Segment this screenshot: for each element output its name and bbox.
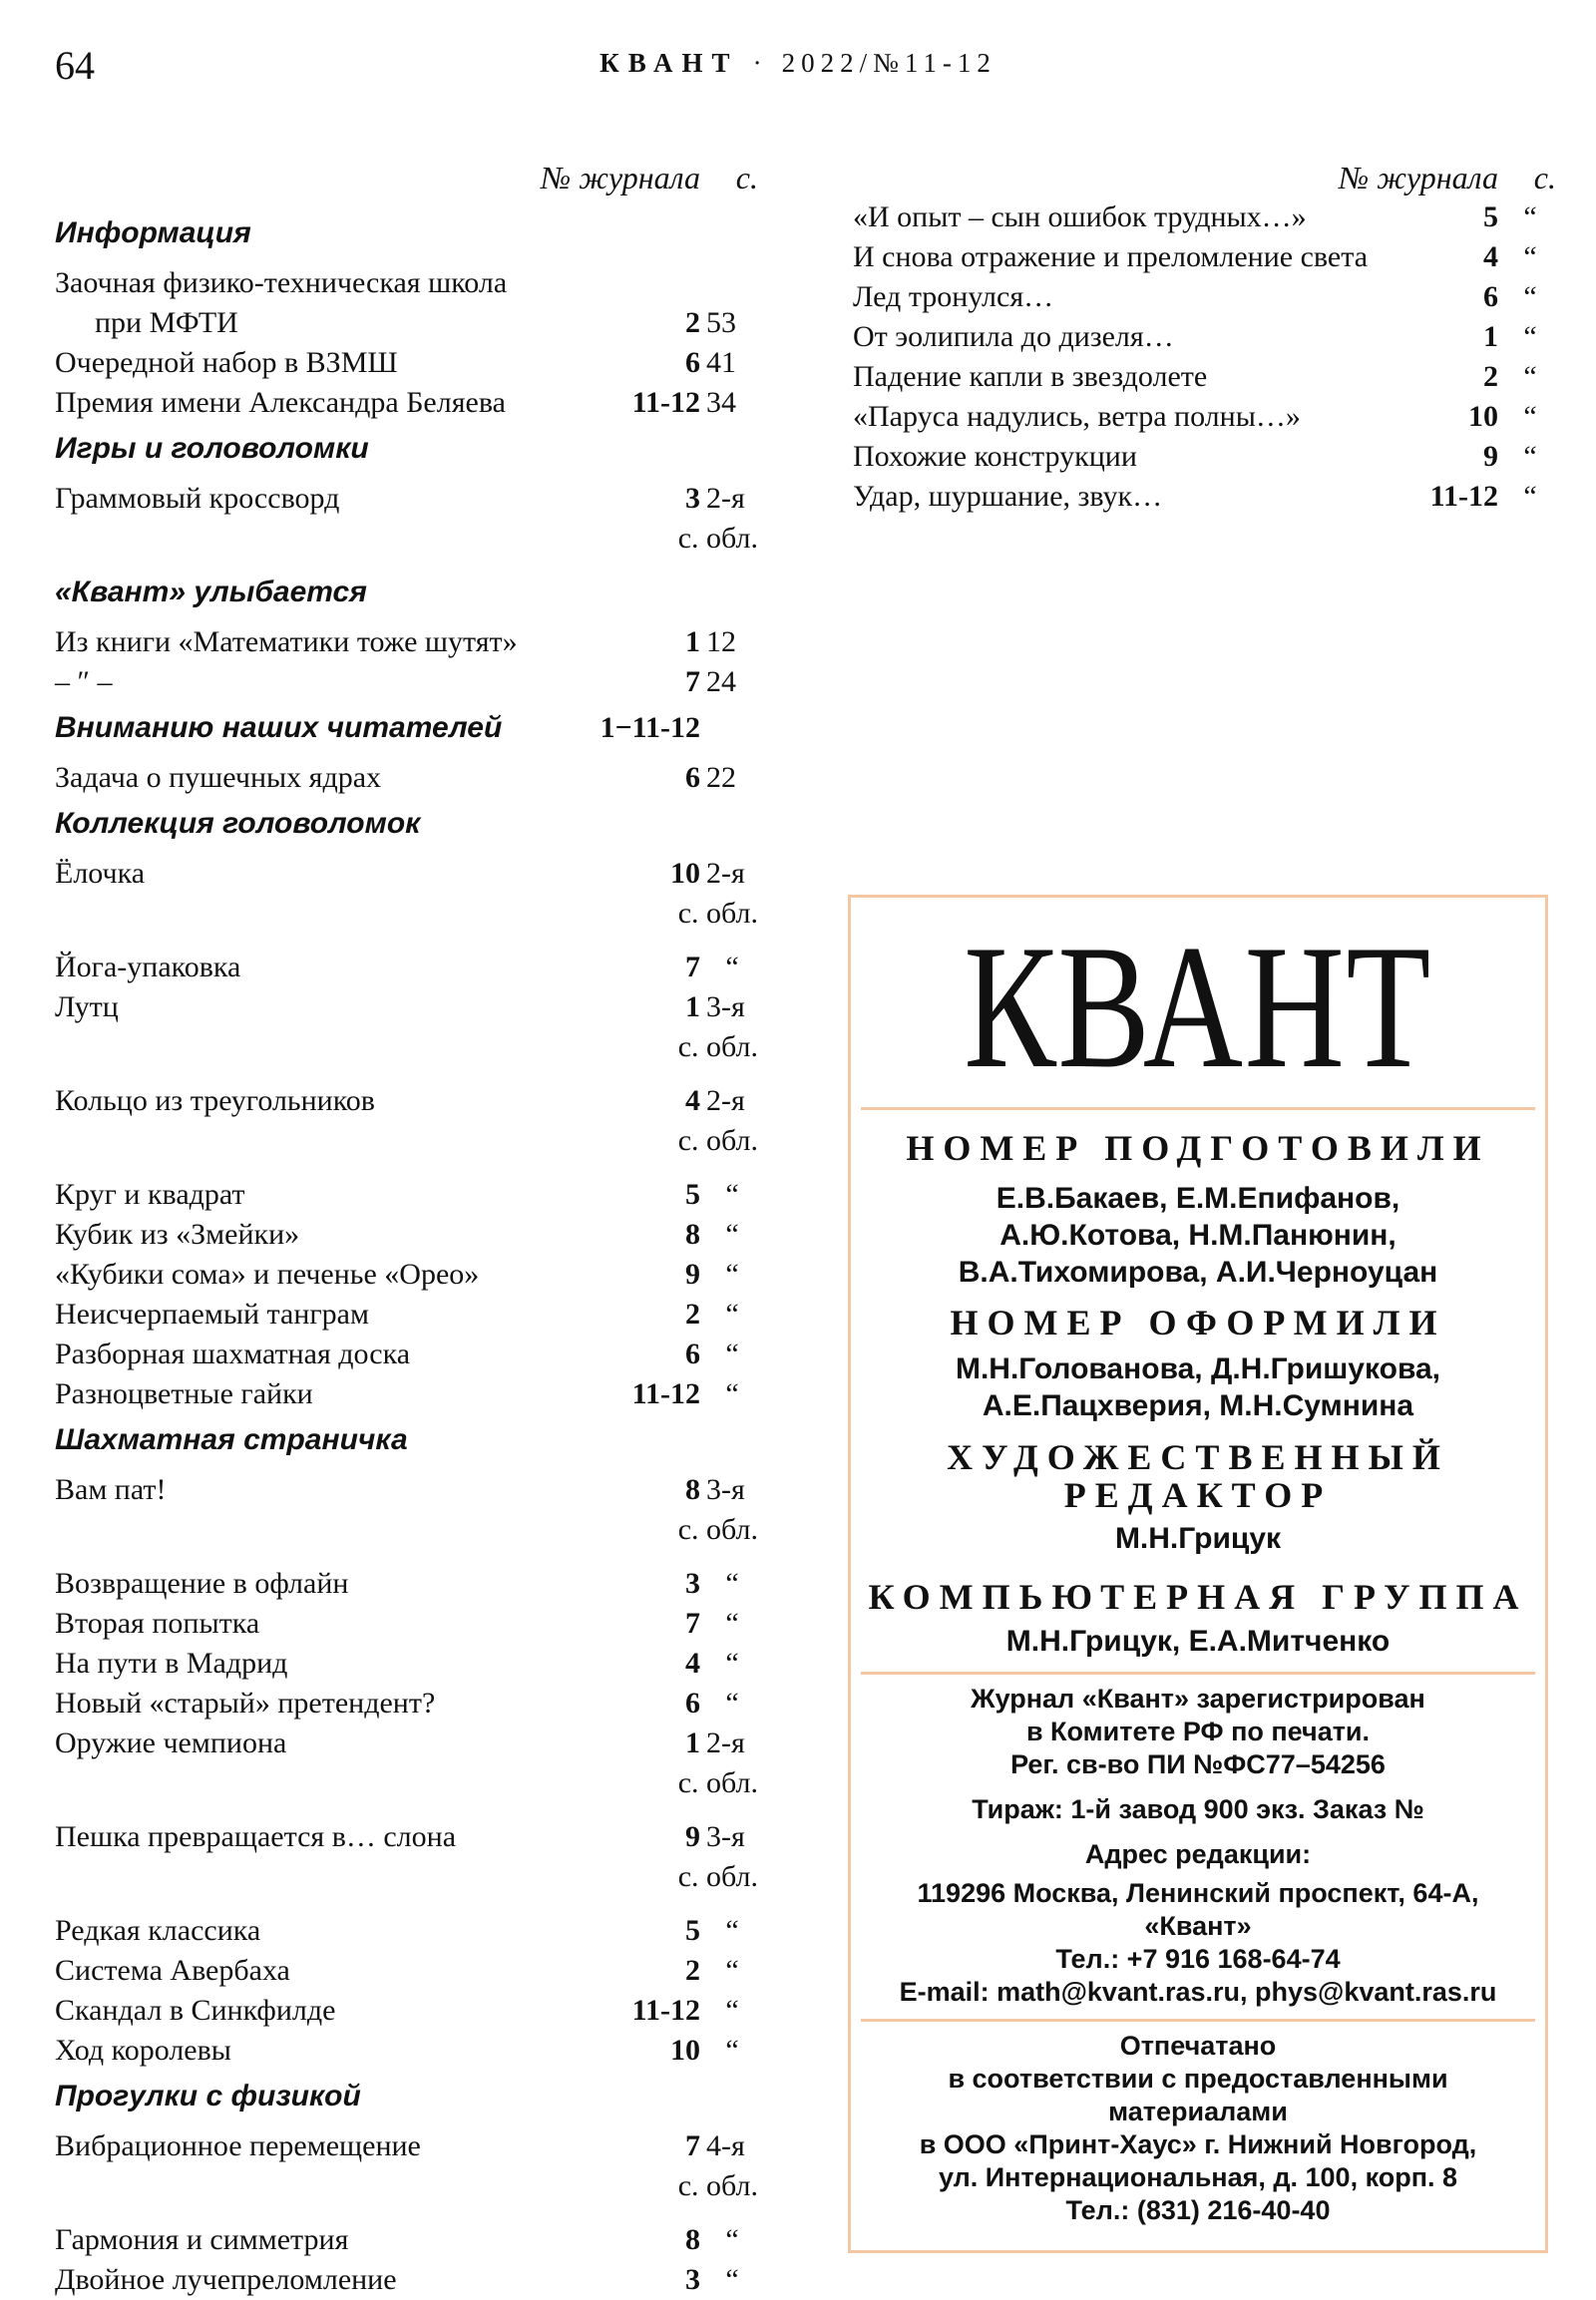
page-number: “ <box>725 1298 739 1331</box>
issue-number: 9 <box>1483 440 1498 473</box>
page-number: 3-я <box>706 1820 745 1853</box>
entry-title: Граммовый кроссворд <box>55 482 340 515</box>
entry-title: На пути в Мадрид <box>55 1647 288 1680</box>
page-number: 2-я <box>706 1084 745 1117</box>
issue-number: 7 <box>685 1607 700 1640</box>
art-editor-name: М.Н.Грицук <box>1114 1522 1282 1555</box>
address-heading: Адрес редакции: <box>1084 1839 1312 1869</box>
page-column-label: с. <box>735 160 758 195</box>
page-number: 24 <box>706 665 736 698</box>
page-number: “ <box>1523 280 1537 313</box>
section-heading <box>55 573 758 612</box>
issue-number: 11-12 <box>631 386 700 419</box>
issue-number: 1 <box>685 1726 700 1759</box>
index-entry <box>55 2220 758 2260</box>
issue-number: 4 <box>1483 240 1498 273</box>
page-number: “ <box>725 1994 739 2027</box>
issue-number: 1 <box>685 625 700 658</box>
issue-number: 2 <box>685 1954 700 1987</box>
issue-number: 3 <box>685 482 700 515</box>
index-entry <box>853 197 1556 237</box>
index-entry <box>55 1951 758 1991</box>
page-number: “ <box>1523 320 1537 353</box>
entry-title: Скандал в Синкфилде <box>55 1994 336 2027</box>
section-title: Игры и головоломки <box>55 432 369 465</box>
entry-title: Система Авербаха <box>55 1954 290 1987</box>
issue-number: 2 <box>1483 360 1498 393</box>
index-entry <box>55 662 758 702</box>
printed-line: Отпечатано <box>1119 2031 1277 2061</box>
section-heading <box>55 1420 758 1460</box>
kvant-logo: КВАНТ <box>964 908 1432 1105</box>
issue-number: 6 <box>685 1687 700 1720</box>
index-entry <box>55 383 758 423</box>
divider <box>861 2019 1535 2022</box>
entry-title: Падение капли в звездолете <box>853 360 1208 393</box>
page-number: 4-я <box>706 2129 745 2162</box>
issue-number: 6 <box>685 346 700 379</box>
index-entry <box>55 1335 758 1374</box>
header-separator: · <box>752 48 768 78</box>
entry-title: Пешка превращается в… слона <box>55 1820 457 1853</box>
issue-number: 1 <box>1483 320 1498 353</box>
page-number: 2-я <box>706 857 745 890</box>
entry-title: И снова отражение и преломление света <box>853 240 1369 273</box>
computer-group-names: М.Н.Грицук, Е.А.Митченко <box>1005 1625 1391 1658</box>
registration-line: в Комитете РФ по печати. <box>1025 1717 1371 1746</box>
entry-title: Кубик из «Змейки» <box>55 1218 300 1251</box>
section-title: Прогулки с физикой <box>55 2080 361 2112</box>
entry-title: Ёлочка <box>55 857 146 890</box>
index-entry <box>55 1911 758 1951</box>
entry-title: Двойное лучепреломление <box>55 2263 397 2296</box>
index-entry <box>55 622 758 662</box>
page-number: 3-я <box>706 990 745 1023</box>
email-line: E-mail: math@kvant.ras.ru, phys@kvant.ras.ru <box>899 1977 1497 2007</box>
entry-title: Возвращение в офлайн <box>55 1567 349 1600</box>
issue-number: 10 <box>1468 400 1498 433</box>
cover-page-note: с. обл. <box>677 522 758 555</box>
journal-name: КВАНТ <box>599 48 739 78</box>
issue-number: 11-12 <box>1429 480 1498 513</box>
page-number: “ <box>725 1914 739 1947</box>
page-column-label: с. <box>1533 160 1556 195</box>
entry-title: От эолипила до дизеля… <box>853 320 1174 353</box>
index-entry <box>55 1081 758 1161</box>
issue-number: 11-12 <box>631 1377 700 1410</box>
index-entry <box>55 1644 758 1684</box>
entry-title: Лутц <box>55 990 119 1023</box>
page-number: 12 <box>706 625 736 658</box>
entry-title: Разборная шахматная доска <box>55 1338 411 1370</box>
entry-title: «Кубики сома» и печенье «Орео» <box>55 1258 480 1291</box>
printed-line: материалами <box>1108 2097 1288 2126</box>
issue-number: 10 <box>670 857 700 890</box>
page-number: “ <box>1523 480 1537 513</box>
section-title: Информация <box>55 216 251 249</box>
entry-title: Редкая классика <box>55 1914 261 1947</box>
issue-number: 8 <box>685 1218 700 1251</box>
index-entry <box>55 2260 758 2300</box>
section-heading <box>55 804 758 844</box>
page-number: “ <box>1523 360 1537 393</box>
circulation-line: Тираж: 1-й завод 900 экз. Заказ № <box>972 1794 1424 1824</box>
section-heading <box>55 213 758 253</box>
entry-title: Гармония и симметрия <box>55 2223 349 2256</box>
index-entry <box>55 1684 758 1724</box>
cover-page-note: с. обл. <box>677 1030 758 1063</box>
index-entry <box>55 263 758 343</box>
index-entry <box>55 1724 758 1803</box>
printed-line: в соответствии с предоставленными <box>948 2064 1448 2094</box>
page-number: “ <box>725 1687 739 1720</box>
index-entry <box>853 317 1556 357</box>
index-entry <box>55 1564 758 1604</box>
section-title: «Квант» улыбается <box>55 575 367 608</box>
right-entry-list <box>853 197 1556 517</box>
section-heading <box>55 429 758 469</box>
index-entry <box>55 479 758 559</box>
page-number: 41 <box>706 346 736 379</box>
phone-line: Тел.: +7 916 168-64-74 <box>1055 1944 1341 1974</box>
page-number: 3-я <box>706 1473 745 1506</box>
art-editor-heading: ХУДОЖЕСТВЕННЫЙ <box>947 1437 1449 1477</box>
page-number: “ <box>725 2263 739 2296</box>
divider <box>861 1672 1535 1675</box>
entry-title: Удар, шуршание, звук… <box>853 480 1163 513</box>
page-number: “ <box>725 2034 739 2067</box>
index-entry <box>853 357 1556 397</box>
page-number: 2-я <box>706 1726 745 1759</box>
section-heading <box>55 708 758 748</box>
entry-title: Йога-упаковка <box>55 951 241 983</box>
issue-number: 5 <box>685 1178 700 1211</box>
issue-number: 10 <box>670 2034 700 2067</box>
entry-title: Ход королевы <box>55 2034 231 2067</box>
index-entry <box>55 854 758 934</box>
index-entry <box>55 987 758 1067</box>
entry-title: Новый «старый» претендент? <box>55 1687 436 1720</box>
entry-title: Вторая попытка <box>55 1607 260 1640</box>
cover-page-note: с. обл. <box>677 2169 758 2202</box>
entry-title: Неисчерпаемый танграм <box>55 1298 369 1331</box>
entry-title: – ″ – <box>55 665 113 698</box>
issue-number: 4 <box>685 1084 700 1117</box>
masthead-box <box>848 895 1548 2253</box>
prepared-names-line: Е.В.Бакаев, Е.М.Епифанов, <box>996 1182 1400 1215</box>
entry-title: Круг и квадрат <box>55 1178 245 1211</box>
issue-number: 3 <box>685 1567 700 1600</box>
entry-title: Очередной набор в ВЗМШ <box>55 346 398 379</box>
index-entry <box>55 1215 758 1255</box>
index-entry <box>853 397 1556 437</box>
issue-number: 2 <box>685 1298 700 1331</box>
issue-number: 2 <box>685 306 700 339</box>
issue-number: 6 <box>685 761 700 794</box>
index-entry <box>55 1817 758 1897</box>
issue-number: 1 <box>685 990 700 1023</box>
printed-line: Тел.: (831) 216-40-40 <box>1065 2195 1331 2225</box>
entry-title: Из книги «Математики тоже шутят» <box>55 625 518 658</box>
entry-title: Премия имени Александра Беляева <box>55 386 506 419</box>
designed-names-line: М.Н.Голованова, Д.Н.Гришукова, <box>955 1352 1441 1385</box>
section-title: Коллекция головоломок <box>55 807 421 840</box>
issue-number: 9 <box>685 1258 700 1291</box>
page-number: 64 <box>55 43 95 88</box>
page-number: “ <box>725 951 739 983</box>
page-number: “ <box>725 1954 739 1987</box>
index-right-column <box>853 160 1556 517</box>
registration-line: Журнал «Квант» зарегистрирован <box>971 1684 1425 1714</box>
entry-title: Вибрационное перемещение <box>55 2129 421 2162</box>
issue-number: 9 <box>685 1820 700 1853</box>
cover-page-note: с. обл. <box>677 897 758 930</box>
entry-title: «И опыт – сын ошибок трудных…» <box>853 200 1307 233</box>
divider <box>861 1107 1535 1110</box>
page-number: “ <box>1523 400 1537 433</box>
entry-title: «Паруса надулись, ветра полны…» <box>853 400 1301 433</box>
index-entry <box>55 1255 758 1295</box>
page-number: 53 <box>706 306 736 339</box>
page-number: “ <box>725 1567 739 1600</box>
left-entry-list <box>55 213 758 2300</box>
section-title: Шахматная страничка <box>55 1423 408 1456</box>
index-entry <box>55 2126 758 2206</box>
issue-number: 3 <box>685 2263 700 2296</box>
issue-number: 1−11-12 <box>599 711 700 744</box>
index-entry <box>853 477 1556 517</box>
computer-group-heading: КОМПЬЮТЕРНАЯ ГРУППА <box>868 1577 1528 1617</box>
page-number: 2-я <box>706 482 745 515</box>
entry-title: Оружие чемпиона <box>55 1726 287 1759</box>
page-number: “ <box>725 1338 739 1370</box>
page-number: “ <box>725 1178 739 1211</box>
page-number: “ <box>725 1218 739 1251</box>
issue-number: 5 <box>1483 200 1498 233</box>
index-entry <box>55 1991 758 2031</box>
index-entry <box>853 277 1556 317</box>
entry-title: Задача о пушечных ядрах <box>55 761 382 794</box>
entry-title-continued: при МФТИ <box>95 306 238 339</box>
index-entry <box>55 1175 758 1215</box>
page-number: 34 <box>706 386 736 419</box>
issue-column-label: № журнала <box>541 160 700 195</box>
page-number: “ <box>1523 240 1537 273</box>
address-line: «Квант» <box>1144 1911 1252 1941</box>
index-entry <box>853 437 1556 477</box>
entry-title: Заочная физико-техническая школа <box>55 266 508 299</box>
issue-number: 6 <box>1483 280 1498 313</box>
page-number: “ <box>725 1607 739 1640</box>
entry-title: Похожие конструкции <box>853 440 1137 473</box>
page-number: “ <box>725 1647 739 1680</box>
index-entry <box>55 758 758 798</box>
index-entry <box>55 1374 758 1414</box>
section-heading <box>55 2077 758 2116</box>
issue-number: 8 <box>685 2223 700 2256</box>
prepared-names-line: В.А.Тихомирова, А.И.Черноуцан <box>958 1256 1438 1289</box>
page-number: “ <box>1523 440 1537 473</box>
index-entry <box>55 948 758 987</box>
index-entry <box>55 343 758 383</box>
page-number: “ <box>725 1377 739 1410</box>
printed-line: в ООО «Принт-Хаус» г. Нижний Новгород, <box>919 2129 1477 2159</box>
prepared-heading: НОМЕР ПОДГОТОВИЛИ <box>906 1128 1490 1168</box>
index-entry <box>853 237 1556 277</box>
issue-number: 7 <box>685 665 700 698</box>
entry-title: Вам пат! <box>55 1473 167 1506</box>
cover-page-note: с. обл. <box>677 1766 758 1799</box>
issue-number: 6 <box>685 1338 700 1370</box>
section-title: Вниманию наших читателей <box>55 711 503 744</box>
issue-label: 2022/№11-12 <box>781 48 997 78</box>
index-entry <box>55 1295 758 1335</box>
art-editor-heading-2: РЕДАКТОР <box>1063 1475 1333 1515</box>
issue-number: 8 <box>685 1473 700 1506</box>
entry-title: Кольцо из треугольников <box>55 1084 375 1117</box>
issue-number: 4 <box>685 1647 700 1680</box>
index-left-column <box>55 160 758 2300</box>
entry-title: Лед тронулся… <box>853 280 1054 313</box>
index-entry <box>55 2031 758 2071</box>
cover-page-note: с. обл. <box>677 1513 758 1546</box>
cover-page-note: с. обл. <box>677 1860 758 1893</box>
issue-number: 5 <box>685 1914 700 1947</box>
designed-heading: НОМЕР ОФОРМИЛИ <box>950 1303 1446 1342</box>
designed-names-line: А.Е.Пацхверия, М.Н.Сумнина <box>982 1389 1414 1422</box>
page-number: “ <box>1523 200 1537 233</box>
prepared-names-line: А.Ю.Котова, Н.М.Панюнин, <box>999 1219 1396 1252</box>
registration-line: Рег. св-во ПИ №ФС77–54256 <box>1010 1749 1386 1779</box>
page-number: “ <box>725 2223 739 2256</box>
column-header <box>55 160 758 207</box>
entry-title: Разноцветные гайки <box>55 1377 313 1410</box>
running-header <box>0 48 1596 79</box>
issue-column-label: № журнала <box>1339 160 1498 195</box>
issue-number: 7 <box>685 2129 700 2162</box>
index-entry <box>55 1470 758 1550</box>
cover-page-note: с. обл. <box>677 1124 758 1157</box>
address-line: 119296 Москва, Ленинский проспект, 64-А, <box>917 1878 1479 1908</box>
issue-number: 7 <box>685 951 700 983</box>
page-number: 22 <box>706 761 736 794</box>
page-number: “ <box>725 1258 739 1291</box>
issue-number: 11-12 <box>631 1994 700 2027</box>
printed-line: ул. Интернациональная, д. 100, корп. 8 <box>938 2162 1458 2192</box>
index-entry <box>55 1604 758 1644</box>
